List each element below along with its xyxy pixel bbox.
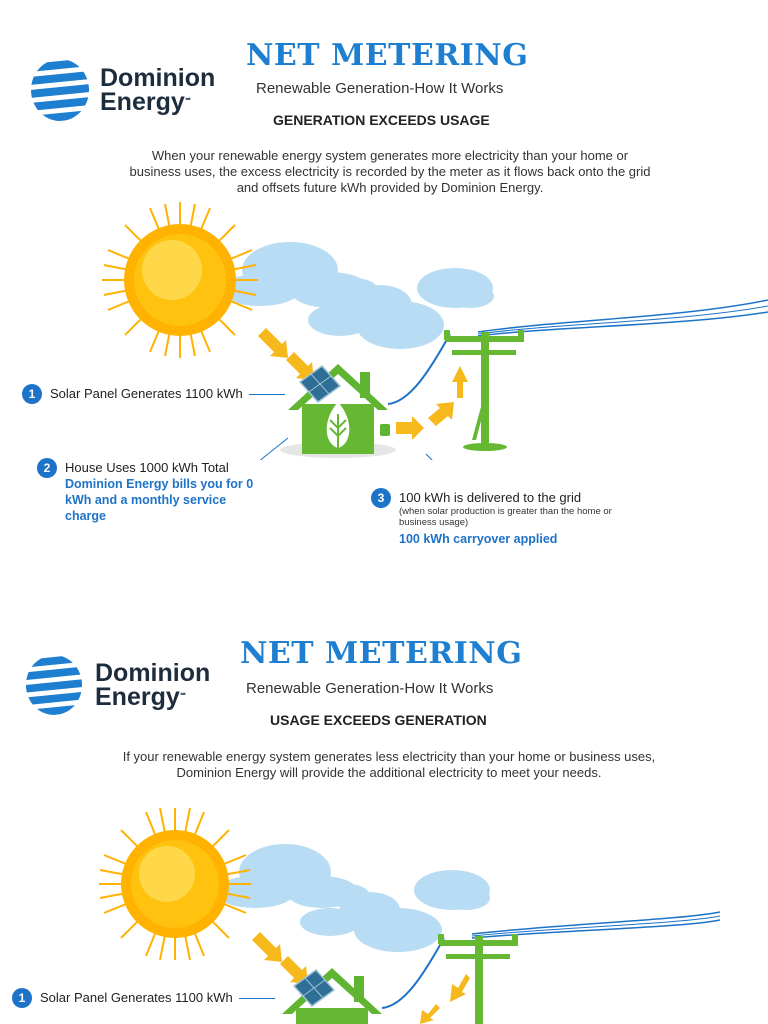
- callout-grid-delivery: [371, 488, 629, 547]
- net-metering-illustration: [0, 200, 768, 460]
- step-badge: 3: [371, 488, 391, 508]
- callout-small-print: (when solar production is greater than the home or business usage): [399, 506, 612, 528]
- arrow-sun-to-panel-icon: [252, 932, 308, 984]
- page-title: NET METERING: [240, 636, 523, 671]
- step-badge: 1: [12, 988, 32, 1008]
- logo-wordmark: Dominion Energy℠: [100, 64, 216, 116]
- callout-house-usage: [37, 458, 255, 524]
- utility-pole-icon: [444, 330, 524, 451]
- callout-carryover-note: 100 kWh carryover applied: [399, 532, 558, 546]
- page-subtitle: Renewable Generation-How It Works: [256, 80, 504, 97]
- sun-icon: [99, 808, 251, 960]
- dominion-energy-logo-icon: [30, 58, 90, 122]
- section-heading: GENERATION EXCEEDS USAGE: [273, 112, 490, 128]
- intro-paragraph: When your renewable energy system generates more electricity than your home or business uses, the excess electricity is recorded by the meter as it flows back onto the grid and offsets future kWh provided by Dominion Energy.: [129, 148, 651, 195]
- callout-text: House Uses 1000 kWh Total: [65, 460, 229, 475]
- arrow-to-grid-icon: [396, 366, 468, 440]
- callout-text: Solar Panel Generates 1100 kWh: [40, 990, 233, 1005]
- net-metering-panel-usage-exceeds: [0, 600, 768, 1024]
- dominion-energy-logo-icon: [25, 652, 83, 718]
- section-heading: USAGE EXCEEDS GENERATION: [270, 712, 487, 728]
- callout-text: Solar Panel Generates 1100 kWh: [50, 386, 243, 401]
- logo-wordmark: Dominion Energy℠: [95, 659, 211, 711]
- arrow-sun-to-panel-icon: [258, 328, 314, 380]
- step-badge: 1: [22, 384, 42, 404]
- arrow-from-grid-icon: [420, 974, 470, 1024]
- utility-pole-icon: [438, 934, 518, 1024]
- step-badge: 2: [37, 458, 57, 478]
- callout-billing-note: Dominion Energy bills you for 0 kWh and a monthly service charge: [65, 477, 254, 523]
- callout-solar-generation: [12, 988, 275, 1008]
- sun-icon: [102, 202, 258, 358]
- leader-line: [249, 394, 285, 395]
- page-subtitle: Renewable Generation-How It Works: [246, 680, 494, 697]
- intro-paragraph: If your renewable energy system generates less electricity than your home or business uses, Dominion Energy will provide the additional electricity to meet your needs.: [122, 749, 656, 780]
- leader-line: [239, 998, 275, 999]
- page-title: NET METERING: [246, 38, 529, 73]
- callout-solar-generation: [22, 384, 285, 404]
- callout-text: 100 kWh is delivered to the grid: [399, 490, 582, 505]
